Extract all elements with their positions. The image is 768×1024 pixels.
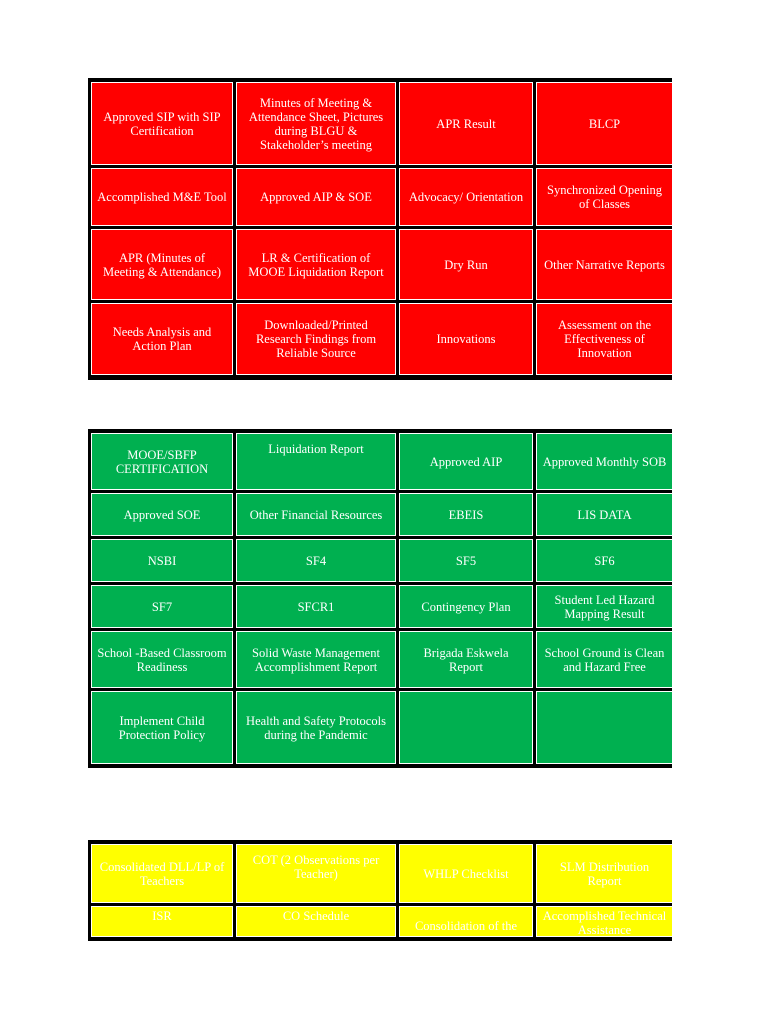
table-cell: Approved AIP & SOE: [236, 168, 396, 226]
table-cell: SF4: [236, 539, 396, 582]
table-cell: Solid Waste Management Accomplishment Report: [236, 631, 396, 688]
table-cell: Approved SIP with SIP Certification: [91, 82, 233, 165]
table-cell: Innovations: [399, 303, 533, 375]
table-cell: Accomplished Technical Assistance: [536, 906, 673, 937]
table-cell: Approved AIP: [399, 433, 533, 490]
table-cell: Consolidation of the: [399, 906, 533, 937]
table-cell-empty: [399, 691, 533, 764]
table-cell: Health and Safety Protocols during the Pandemic: [236, 691, 396, 764]
table-cell: APR Result: [399, 82, 533, 165]
table-cell: BLCP: [536, 82, 673, 165]
table-cell: Approved SOE: [91, 493, 233, 536]
table-cell: NSBI: [91, 539, 233, 582]
table-cell: ISR: [91, 906, 233, 937]
green-table: [88, 429, 672, 768]
table-cell: SLM Distribution Report: [536, 844, 673, 903]
table-cell: Student Led Hazard Mapping Result: [536, 585, 673, 628]
table-cell: SFCR1: [236, 585, 396, 628]
table-cell-empty: [536, 691, 673, 764]
table-cell: Assessment on the Effectiveness of Innovation: [536, 303, 673, 375]
table-cell: EBEIS: [399, 493, 533, 536]
table-cell: Consolidated DLL/LP of Teachers: [91, 844, 233, 903]
table-cell: COT (2 Observations per Teacher): [236, 844, 396, 903]
table-cell: Advocacy/ Orientation: [399, 168, 533, 226]
table-cell: Downloaded/Printed Research Findings from Reliable Source: [236, 303, 396, 375]
table-cell: CO Schedule: [236, 906, 396, 937]
table-cell: LR & Certification of MOOE Liquidation Report: [236, 229, 396, 300]
table-cell: Liquidation Report: [236, 433, 396, 490]
table-cell: School -Based Classroom Readiness: [91, 631, 233, 688]
table-cell: Implement Child Protection Policy: [91, 691, 233, 764]
table-cell: WHLP Checklist: [399, 844, 533, 903]
table-cell: SF6: [536, 539, 673, 582]
table-cell: School Ground is Clean and Hazard Free: [536, 631, 673, 688]
table-cell: APR (Minutes of Meeting & Attendance): [91, 229, 233, 300]
table-cell: Dry Run: [399, 229, 533, 300]
table-cell: MOOE/SBFP CERTIFICATION: [91, 433, 233, 490]
table-cell: Minutes of Meeting & Attendance Sheet, Pictures during BLGU & Stakeholder’s meeting: [236, 82, 396, 165]
table-cell: Synchronized Opening of Classes: [536, 168, 673, 226]
yellow-table: [88, 840, 672, 941]
table-cell: SF5: [399, 539, 533, 582]
table-cell: SF7: [91, 585, 233, 628]
table-cell: Other Financial Resources: [236, 493, 396, 536]
table-cell: Other Narrative Reports: [536, 229, 673, 300]
table-cell: LIS DATA: [536, 493, 673, 536]
red-table: [88, 78, 672, 380]
table-cell: Contingency Plan: [399, 585, 533, 628]
table-cell: Accomplished M&E Tool: [91, 168, 233, 226]
table-cell: Approved Monthly SOB: [536, 433, 673, 490]
table-cell: Needs Analysis and Action Plan: [91, 303, 233, 375]
table-cell: Brigada Eskwela Report: [399, 631, 533, 688]
